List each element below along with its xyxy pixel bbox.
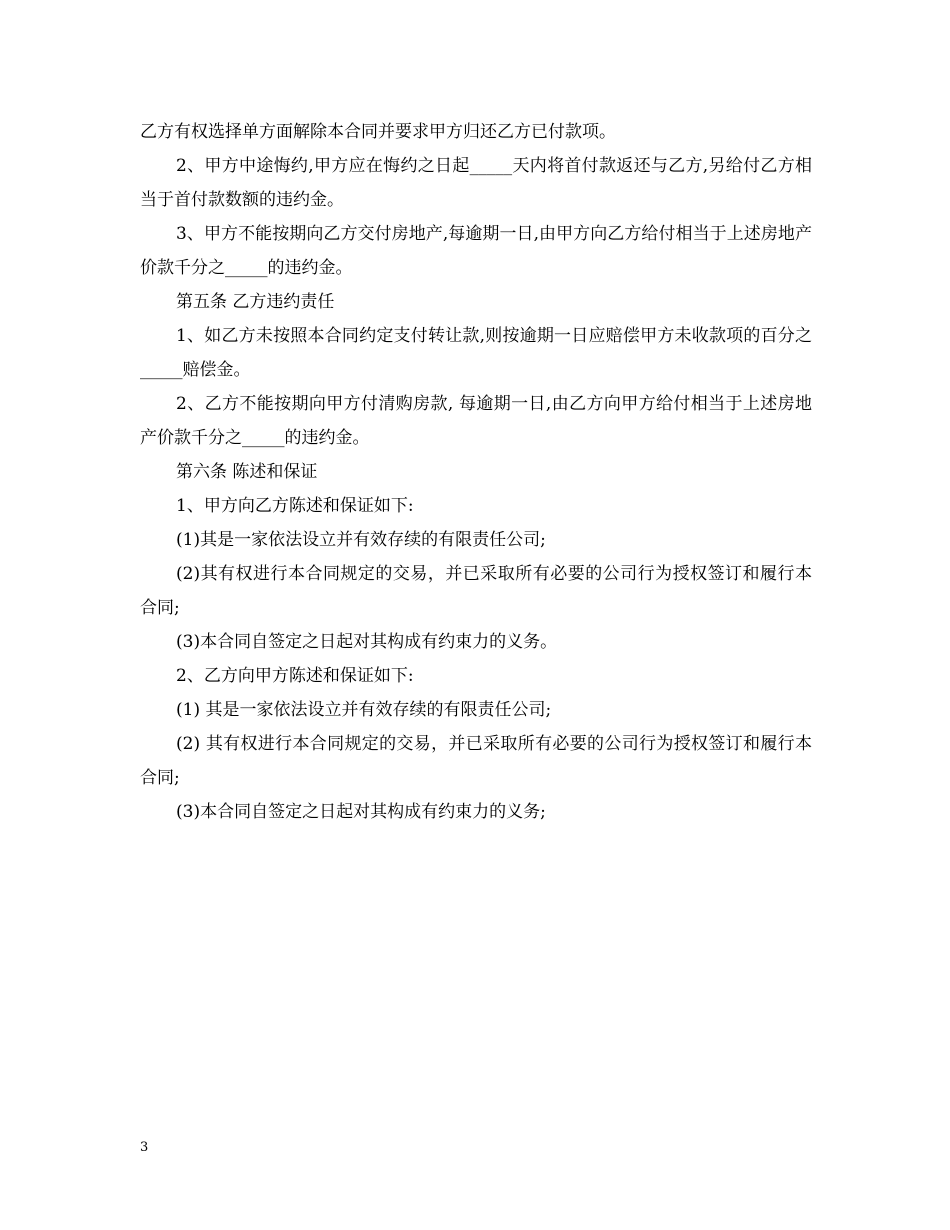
paragraph-clause-4-2: 2、甲方中途悔约,甲方应在悔约之日起_____天内将首付款返还与乙方,另给付乙方相当于首付款数额的违约金。: [140, 156, 812, 210]
paragraph-clause-6-1: 1、甲方向乙方陈述和保证如下:: [176, 496, 414, 516]
list-item-6-1-2: (2)其有权进行本合同规定的交易，并已采取所有必要的公司行为授权签订和履行本合同;: [140, 564, 812, 618]
paragraph-continuation: 乙方有权选择单方面解除本合同并要求甲方归还乙方已付款项。: [140, 122, 616, 142]
paragraph-clause-5-2: 2、乙方不能按期向甲方付清购房款, 每逾期一日,由乙方向甲方给付相当于上述房地产价款千分之_____的违约金。: [140, 394, 812, 448]
list-item-6-2-3: (3)本合同自签定之日起对其构成有约束力的义务;: [176, 802, 546, 822]
paragraph-clause-4-3: 3、甲方不能按期向乙方交付房地产,每逾期一日,由甲方向乙方给付相当于上述房地产价款千分之_____的违约金。: [140, 224, 812, 278]
section-heading-article-5: 第五条 乙方违约责任: [176, 292, 335, 312]
paragraph-clause-5-1: 1、如乙方未按照本合同约定支付转让款,则按逾期一日应赔偿甲方未收款项的百分之_____赔偿金。: [140, 326, 812, 380]
section-heading-article-6: 第六条 陈述和保证: [176, 462, 318, 482]
document-body: [140, 115, 812, 829]
list-item-6-2-1: (1) 其是一家依法设立并有效存续的有限责任公司;: [176, 700, 552, 720]
paragraph-clause-6-2: 2、乙方向甲方陈述和保证如下:: [176, 666, 414, 686]
page-number: 3: [140, 1140, 149, 1155]
list-item-6-1-1: (1)其是一家依法设立并有效存续的有限责任公司;: [176, 530, 546, 550]
list-item-6-2-2: (2) 其有权进行本合同规定的交易，并已采取所有必要的公司行为授权签订和履行本合同;: [140, 734, 812, 788]
list-item-6-1-3: (3)本合同自签定之日起对其构成有约束力的义务。: [176, 632, 558, 652]
